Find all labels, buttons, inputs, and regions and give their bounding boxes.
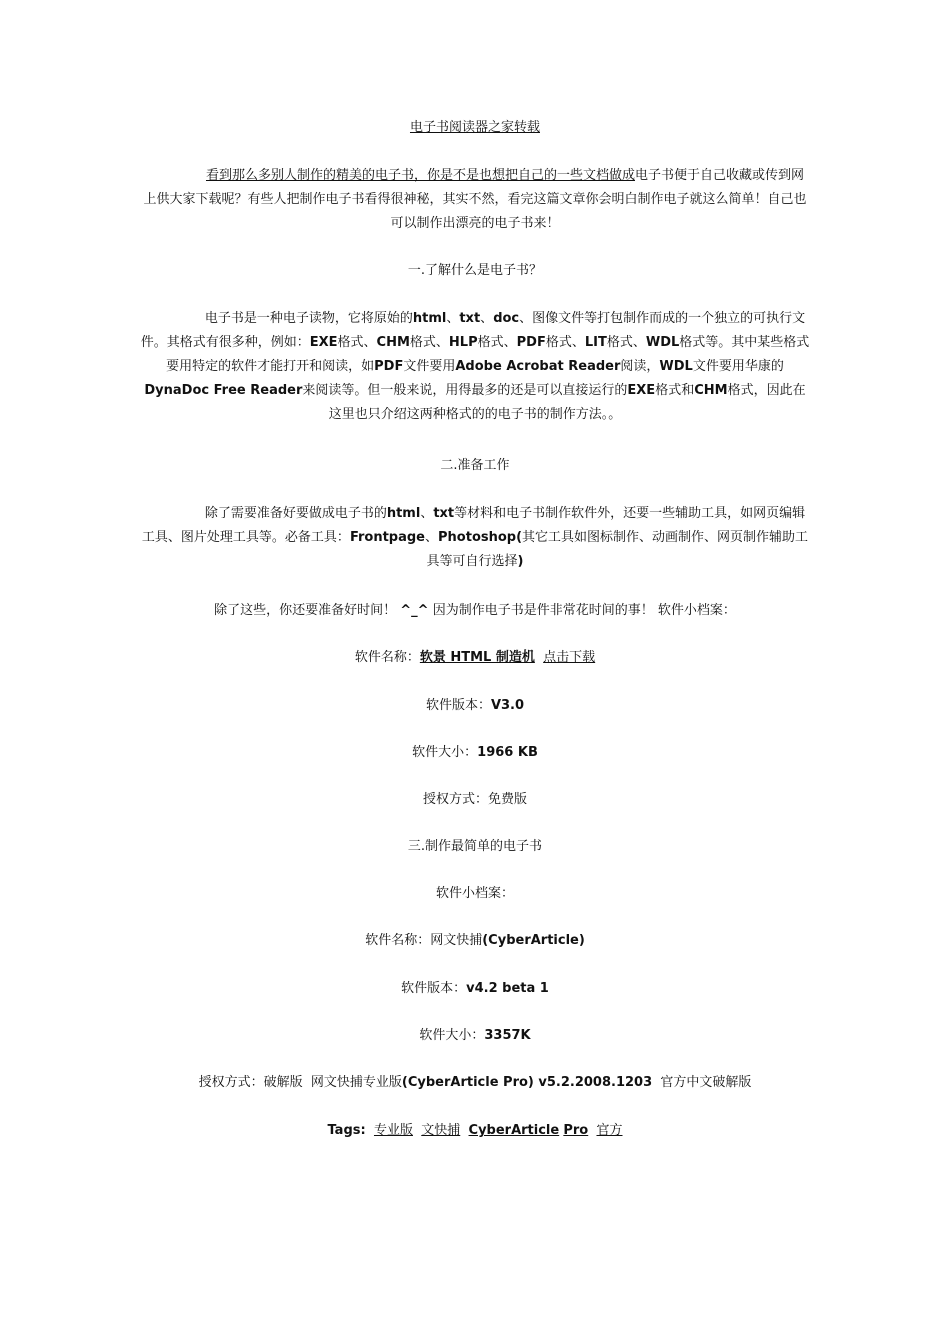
software2-version-value: v4.2 beta 1	[466, 981, 549, 996]
document-title	[140, 116, 810, 140]
tag-link[interactable]: 专业版	[373, 1123, 413, 1138]
s2-text-2: 等材料和电子书制作软件外，还要一些辅助工具，如网页编辑工具、图片处理工具等。必备工具：	[141, 506, 806, 545]
intro-rest-text: 电子书便于自己收藏或传到网上供大家下载呢？有些人把制作电子书看得很神秘，其实不然，看完这篇文章你会明白制作电子就这么简单！自己也可以制作出漂亮的电子书来！	[143, 168, 807, 231]
software1-license-value: 免费版	[488, 792, 528, 807]
software1-version-line	[140, 694, 810, 718]
software2-license-value: 破解版	[263, 1075, 303, 1090]
s1-text-4: 格式、	[409, 335, 449, 350]
s1-term-dynadoc: DynaDoc Free Reader	[144, 383, 303, 398]
s1-sep-2: 、	[480, 311, 494, 326]
s1-text-7: 格式、	[606, 335, 646, 350]
section2-heading-text: 二.准备工作	[440, 458, 510, 473]
section2-heading	[140, 454, 810, 478]
s1-text-8: 格式等。其中某些格式要用特定的软件才能打开和阅读，如	[166, 335, 810, 374]
software1-license-line	[140, 788, 810, 812]
s1-text-13: 格式和	[655, 383, 695, 398]
s1-term-pdf-2: PDF	[374, 359, 404, 374]
s2-sep-2: 、	[425, 530, 439, 545]
tags-label: Tags:	[327, 1123, 366, 1138]
software2-name-line	[140, 929, 810, 953]
intro-underlined-text: 看到那么多别人制作的精美的电子书，你是不是也想把自己的一些文档做成	[205, 168, 635, 183]
s2-text-3: 其它工具如图标制作、动画制作、网页制作辅助工具等可自行选择	[426, 530, 809, 569]
tag-link[interactable]: 文快捕	[421, 1123, 461, 1138]
software1-license-label: 授权方式：	[422, 792, 488, 807]
s1-text-12: 来阅读等。但一般来说，用得最多的还是可以直接运行的	[302, 383, 628, 398]
s1-text-10: 阅读，	[620, 359, 660, 374]
s1-term-pdf: PDF	[516, 335, 546, 350]
software1-name-line	[140, 646, 810, 670]
section1-paragraph	[140, 307, 810, 427]
s2-sep-1: 、	[420, 506, 434, 521]
intro-paragraph	[140, 164, 810, 236]
section2-paragraph	[140, 502, 810, 574]
s1-term-chm: CHM	[376, 335, 410, 350]
s2-term-html: html	[386, 506, 421, 521]
s1-term-txt: txt	[459, 311, 481, 326]
s1-text-3: 格式、	[337, 335, 377, 350]
software2-size-line	[140, 1024, 810, 1048]
s1-text-11: 文件要用华康的	[692, 359, 784, 374]
software1-size-line	[140, 741, 810, 765]
tag-link[interactable]: Pro	[563, 1123, 589, 1138]
s1-term-acrobat: Adobe Acrobat Reader	[455, 359, 621, 374]
software1-version-label: 软件版本：	[425, 698, 491, 713]
s1-term-exe-2: EXE	[627, 383, 656, 398]
section3-heading	[140, 835, 810, 859]
s1-text-6: 格式、	[545, 335, 585, 350]
s1-text-1: 电子书是一种电子读物，它将原始的	[204, 311, 413, 326]
software2-name-en: (CyberArticle)	[482, 933, 585, 948]
time-note-emoticon: ^_^	[400, 603, 429, 618]
s1-text-2: 、图像文件等打包制作而成的一个独立的可执行文件。其格式有很多种，例如：	[140, 311, 806, 350]
s1-text-14: 格式，因此在这里也只介绍这两种格式的的电子书的制作方法。。	[328, 383, 806, 422]
time-note	[140, 599, 810, 623]
software1-name-label: 软件名称：	[354, 650, 420, 665]
title-text: 电子书阅读器之家转载	[409, 120, 540, 135]
s1-term-html: html	[412, 311, 447, 326]
s1-term-lit: LIT	[584, 335, 607, 350]
software2-size-value: 3357K	[484, 1028, 531, 1043]
s2-term-frontpage: Frontpage	[349, 530, 425, 545]
software2-license-line	[140, 1071, 810, 1095]
s1-term-wdl-2: WDL	[659, 359, 693, 374]
software2-license-label: 授权方式：	[198, 1075, 264, 1090]
s1-term-exe: EXE	[309, 335, 338, 350]
section1-heading-text: 一.了解什么是电子书？	[407, 263, 543, 278]
section3-heading-text: 三.制作最简单的电子书	[407, 839, 543, 854]
tag-link[interactable]: CyberArticle	[468, 1123, 560, 1138]
software2-name-cn: 网文快捕	[430, 933, 483, 948]
s2-term-close: )	[517, 554, 524, 569]
software1-size-value: 1966 KB	[477, 745, 538, 760]
software1-size-label: 软件大小：	[412, 745, 478, 760]
s1-sep-1: 、	[446, 311, 460, 326]
software2-pro-cn: 网文快捕专业版	[310, 1075, 402, 1090]
section3-profile-text: 软件小档案：	[435, 886, 514, 901]
s1-term-wdl: WDL	[645, 335, 680, 350]
software2-size-label: 软件大小：	[419, 1028, 485, 1043]
tag-link[interactable]: 官方	[596, 1123, 623, 1138]
software1-version-value: V3.0	[490, 698, 525, 713]
s1-term-chm-2: CHM	[694, 383, 728, 398]
software2-name-label: 软件名称：	[365, 933, 431, 948]
s2-term-txt: txt	[433, 506, 455, 521]
time-note-text-b: 因为制作电子书是件非常花时间的事！ 软件小档案：	[432, 603, 736, 618]
software2-pro-tail: 官方中文破解版	[660, 1075, 752, 1090]
section3-profile	[140, 882, 810, 906]
s1-text-5: 格式、	[477, 335, 517, 350]
software1-name-link[interactable]: 软景 HTML 制造机	[419, 650, 535, 665]
software2-version-label: 软件版本：	[401, 981, 467, 996]
s1-term-doc: doc	[493, 311, 520, 326]
tags-line	[140, 1119, 810, 1143]
s1-text-9: 文件要用	[403, 359, 456, 374]
s2-term-photoshop: Photoshop(	[438, 530, 523, 545]
section1-heading	[140, 259, 810, 283]
s1-term-hlp: HLP	[448, 335, 478, 350]
software2-version-line	[140, 977, 810, 1001]
s2-text-1: 除了需要准备好要做成电子书的	[204, 506, 387, 521]
software2-pro-en: (CyberArticle Pro) v5.2.2008.1203	[401, 1075, 653, 1090]
time-note-text-a: 除了这些，你还要准备好时间！	[214, 603, 397, 618]
software1-download-link[interactable]: 点击下载	[543, 650, 596, 665]
